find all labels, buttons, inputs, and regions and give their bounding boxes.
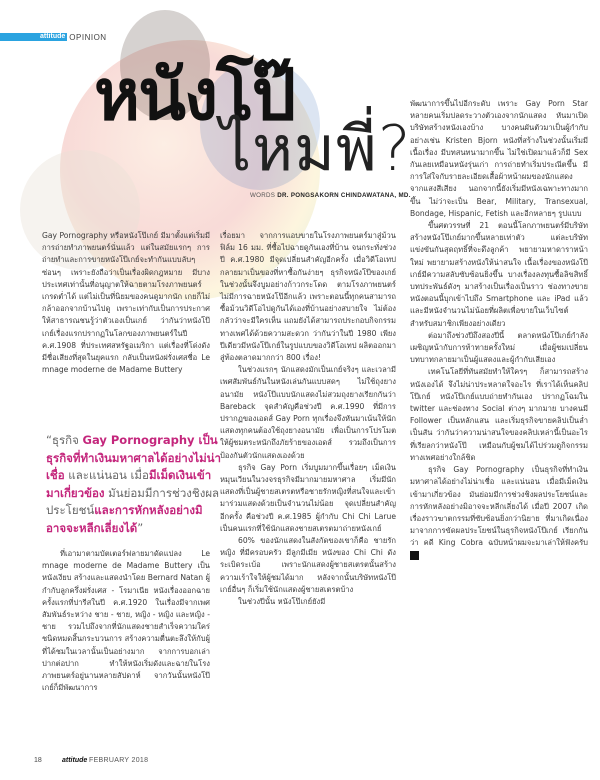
- section-tag: [0, 32, 107, 42]
- pull-quote-highlight-2: มีเม็ดเงินเข้ามาเกี่ยวข้อง: [46, 468, 212, 500]
- pull-quote-highlight-3: และการหักหลังอย่างมิอาจจะหลีกเลี่ยงได้: [46, 503, 203, 535]
- paragraph: ต่อมาถึงช่วงปีถึงสองปีนี้ ตลาดหนังโป๊เกย์กำลังเผชิญหน้ากับการท้าทายครั้งใหม่ เมื่อผู้ชมเปลี่ยนบทบาทกลายมาเป็นผู้แสดงและผู้กำกับเสียเอง: [410, 330, 588, 365]
- column-1: [42, 230, 210, 376]
- paragraph: Gay Pornography หรือหนังโป๊เกย์ มีมาตั้งแต่เริ่มมีการถ่ายทำภาพยนตร์นั่นแล้ว แต่ในสมัยแรกๆ การถ่ายทำและการขายหนังโป๊เกย์จะทำกันแบบลับๆ ซ่อนๆ เพราะยังถือว่าเป็นเรื่องผิดกฎหมาย มีบางประเทศเท่านั้นที่อนุญาตให้ฉายตามโรงภาพยนตร์เกรดต่ำได้ แต่ไม่เป็นที่นิยมของคนดูมากนัก เกยก็ไม่กล้าออกจากบ้านไปดู เพราะเท่ากับเป็นการประกาศให้สาธารณชนรู้ว่าตัวเองเป็นเกย์ ว่ากันว่าหนังโป๊เกย์เรื่องแรกปรากฏในโลกของภาพยนตร์ในปี ค.ศ.1908 ที่ประเทศสหรัฐอเมริกา แต่เรื่องที่โด่งดังมีชื่อเสียงที่สุดในยุคแรก กลับเป็นหนังฝรั่งเศสชื่อ Le mnage moderne de Madame Buttery: [42, 231, 210, 375]
- paragraph: พัฒนาการขึ้นไปอีกระดับ เพราะ Gay Porn Star หลายคนเริ่มปลดระวางตัวเองจากนักแสดง หันมาเปิดบริษัทสร้างหนังเองบ้าง บางคนผันตัวมาเป็นผู้กำกับ อย่างเช่น Kristen Bjorn หนังที่สร้างในช่วงนั้นเริ่มมีเนื้อเรื่อง มีบทสนทนามากขึ้น ไม่ใช่เปิดมาแล้วก็มี Sex กันเลยเหมือนหนังรุ่นเก่า การถ่ายทำเริ่มประณีตขึ้น มีการใส่ใจกับรายละเอียดเสื้อผ้าหน้าผมของนักแสดง จากแสงสีเสียง นอกจากนี้ยังเริ่มมีหนังเฉพาะทางมากขึ้น ไม่ว่าจะเป็น Bear, Military, Transexual, Bondage, Hispanic, Fetish และอีกหลายๆ รูปแบบ: [410, 99, 588, 218]
- magazine-name: attitude: [62, 756, 88, 764]
- issue-date: FEBRUARY 2018: [89, 756, 149, 764]
- paragraph: เทคโนโลยีที่ทันสมัยทำให้ใครๆ ก็สามารถสร้างหนังเองได้ จึงไม่น่าประหลาดใจอะไร ที่เราได้เห็นคลิปโป๊เกย์ หนังโป๊เกย์แบบถ่ายทำกันเอง ปรากฏโฉมใน twitter และช่องทาง Social ต่างๆ มากมาย บางคนมี Follower เป็นหลักแสน และเริ่มธุรกิจขายคลิปเป็นล่ำเป็นสัน ว่ากันว่าความน่าสนใจของคลิปเหล่านี้เป็นอะไรที่เรียลกว่าหนังโป๊ เหมือนกับผู้ชมได้ไปร่วมดูกิจกรรมทางเพศอย่างใกล้ชิด: [410, 367, 588, 462]
- byline-author: DR. PONGSAKORN CHINDAWATANA, MD.: [277, 192, 411, 199]
- headline-line-1: หนังโป๊: [94, 54, 295, 136]
- paragraph: ธุรกิจ Gay Porn เริ่มบูมมากขึ้นเรื่อยๆ เม็ดเงินหมุนเวียนในวงจรธุรกิจมีมากมายมหาศาล เริ่มมีนักแสดงที่เป็นผู้ชายสเตรตหรือชายรักหญิงที่สนใจและเข้ามาร่วมแสดงด้วยเป็นจำนวนไม่น้อย จุดเปลี่ยนสำคัญอีกครั้ง คือช่วงปี ค.ศ.1985 ผู้กำกับ Chi Chi Larue เป็นคนแรกที่ใช้นักแสดงชายสเตรตมาถ่ายหนังเกย์: [220, 462, 396, 533]
- paragraph: ที่เอามาตามบัตเตอร์ฟลายมาดัดแปลง Le mnage moderne de Madame Buttery เป็นหนังเงียบ สร้างและแสดงนำโดย Bernard Natan ผู้กำกับลูกครึ่งฝรั่งเศส - โรมาเนีย หนังเรื่องออกฉายครั้งแรกที่ปารีสในปี ค.ศ.1920 ในเรื่องมีจากเพศสัมพันธ์ระหว่าง ชาย - ชาย, หญิง - หญิง และหญิง - ชาย รวมไปถึงจากที่นักแสดงชายสำเร็จความใคร่ชนิดหมดสิ้นกระบวนการ สร้างความตื่นตะลึงให้กับผู้ที่ได้ชมในเวลานั้นเป็นอย่างมาก จากการบอกเล่าปากต่อปาก ทำให้หนังเริ่มดังและฉายในโรงภาพยนตร์อยู่นานหลายสัปดาห์ จากวันนั้นหนังโป๊เกย์ก็มีพัฒนาการ: [42, 549, 210, 693]
- page-footer: [0, 752, 600, 768]
- page-number: 18: [34, 756, 42, 764]
- section-label: OPINION: [69, 32, 107, 42]
- section-accent-bar: [0, 33, 38, 41]
- pull-quote-close: ”: [137, 520, 144, 535]
- pull-quote-open: “ธุรกิจ: [46, 433, 83, 447]
- paragraph: ในช่วงแรกๆ นักแสดงมักเป็นเกย์จริงๆ และเวลามีเพศสัมพันธ์กันในหนังเล่นกันแบบสดๆ ไม่ใช้ถุงยางอนามัย หนังโป๊แบบนักแสดงไม่สวมถุงยางเรียกกันว่า Bareback จุดสำคัญคือช่วงปี ค.ศ.1990 ที่มีการปรากฏของเอดส์ Gay Porn ทุกเรื่องจึงหันมาเน้นให้นักแสดงทุกคนต้องใช้ถุงยางอนามัย เพื่อเป็นการโปรโมตให้ผู้ชมตระหนักถึงภัยร้ายของเอดส์ รวมถึงเป็นการป้องกันตัวนักแสดงเองด้วย: [220, 365, 396, 460]
- paragraph: ในช่วงปีนั้น หนังโป๊เกย์ยังมี: [238, 597, 326, 607]
- pull-quote-text-2: มันย่อมมีการช่วงชิงผลประโยชน์: [46, 485, 220, 517]
- column-2: [220, 230, 396, 608]
- column-1-continued: [42, 548, 210, 694]
- headline-line-2: ไหมพี่?: [220, 112, 412, 185]
- byline: [250, 192, 411, 199]
- byline-prefix: WORDS: [250, 192, 276, 199]
- pull-quote-highlight-1: Gay Pornography เป็นธุรกิจที่ทำเงินมหาศาลได้อย่างไม่น่าเชื่อ: [46, 433, 221, 482]
- column-3: [410, 98, 588, 562]
- paragraph: 60% ของนักแสดงในสังกัดของเขาก็คือ ชายรักหญิง ที่มีครอบครัว มีลูกมีเมีย หนังของ Chi Chi ดังระเบิดระเบ้อ เพราะนักแสดงผู้ชายสเตรตนั้นสร้างความเร้าใจให้ผู้ชมได้มาก หลังจากนั้นบริษัทหนังโป๊เกย์อื่นๆ ก็เริ่มใช้นักแสดงผู้ชายสเตรตบ้าง: [220, 536, 396, 594]
- end-mark-icon: a: [410, 551, 419, 560]
- paragraph-text: ธุรกิจ Gay Pornography เป็นธุรกิจที่ทำเงินมหาศาลได้อย่างไม่น่าเชื่อ และแน่นอน เมื่อมีเม็ดเงินเข้ามาเกี่ยวข้อง มันย่อมมีการช่วงชิงผลประโยชน์และการหักหลังอย่างมิอาจจะหลีกเลี่ยงได้ เมื่อปี 2007 เกิดเรื่องราวฆาตกรรมที่ซับซ้อนยิ่งกว่านิยาย ที่มาเกิดเนื่องมาจากการขัดผลประโยชน์ในธุรกิจหนังโป๊เกย์ เรียกกันว่า คดี King Cobra ฉบับหน้าผมจะมาเล่าให้ฟังครับ: [410, 465, 588, 548]
- paragraph: ขึ้นศตวรรษที่ 21 ตอนนี้โลกภาพยนตร์มีบริษัทสร้างหนังโป๊เกย์มากขึ้นหลายเท่าตัว แต่ละบริษัทแข่งขันกันสุดฤทธิ์ที่จะดึงลูกค้า พยายามหาดาราหน้าใหม่ พยายามสร้างหนังให้น่าสนใจ เนื้อเรื่องของหนังโป๊เกย์มีความสลับซับซ้อนยิ่งขึ้น บางเรื่องลงทุนซื้อลิขสิทธิ์บทประพันธ์ดังๆ มาสร้างเป็นเรื่องเป็นราว ช่องทางขายหนังตอนนี้บุกเข้าไปถึง Smartphone และ iPad แล้ว และมีหนังจำนวนไม่น้อยที่ผลิตเพื่อขายในเว็บไซต์สำหรับสมาชิกเพียงอย่างเดียว: [410, 221, 588, 328]
- paragraph: [410, 464, 588, 562]
- paragraph: เรื่อยมา จากการแอบขายในโรงภาพยนตร์มาสู่ม้วนฟิล์ม 16 มม. ที่ซื้อไปฉายดูกันเองที่บ้าน จนกระทั่งช่วงปี ค.ศ.1980 มีจุดเปลี่ยนสำคัญอีกครั้ง เมื่อวิดีโอเทปกลายมาเป็นของที่หาซื้อกันง่ายๆ ธุรกิจหนังโป๊ของเกย์ในช่วงนั้นจึงบูมอย่างก้าวกระโดด ตามโรงภาพยนตร์ไม่มีการฉายหนังโป๊อีกแล้ว เพราะตอนนี้ทุกคนสามารถซื้อม้วนวิดีโอไปดูกันได้เองที่บ้านอย่างสบายใจ ไม่ต้องกลัวว่าจะมีใครเห็น แถมยังได้สามารถประกอบกิจกรรมทางเพศได้ด้วยความสะดวก ว่ากันว่าในปี 1980 เพียงปีเดียวมีหนังโป๊เกย์ในรูปแบบของวิดีโอเทป ผลิตออกมาสู่ท้องตลาดมากกว่า 800 เรื่อง!: [220, 231, 396, 363]
- pull-quote: [46, 432, 221, 537]
- pull-quote-text-1: และแน่นอน เมื่อ: [64, 468, 149, 482]
- section-brand: attitude: [40, 33, 66, 40]
